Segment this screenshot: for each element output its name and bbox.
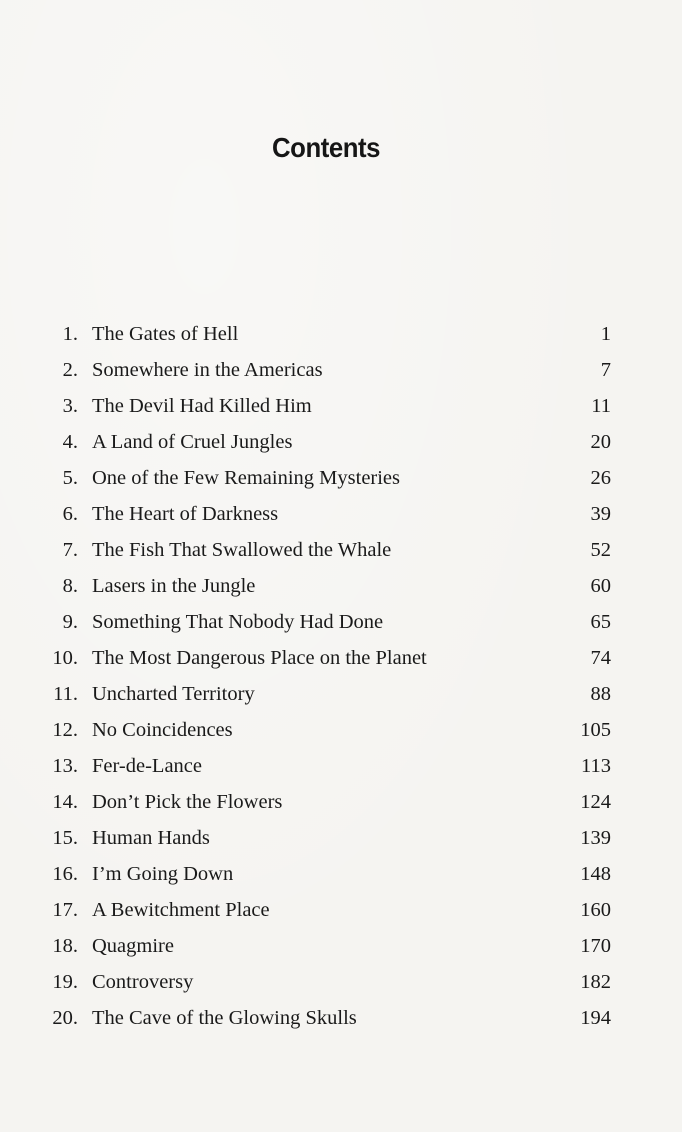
- toc-entry: [0, 784, 682, 820]
- toc-entry: [0, 928, 682, 964]
- chapter-title: One of the Few Remaining Mysteries: [92, 467, 401, 489]
- page-number: 26: [590, 467, 611, 489]
- page-number: 65: [590, 611, 611, 633]
- chapter-number: 10.: [52, 647, 78, 669]
- chapter-title: The Devil Had Killed Him: [92, 395, 312, 417]
- page-number: 160: [580, 899, 611, 921]
- toc-entry: [0, 388, 682, 424]
- toc-entry: [0, 568, 682, 604]
- page-number: 88: [590, 683, 611, 705]
- chapter-number: 3.: [62, 395, 78, 417]
- chapter-title: Quagmire: [92, 935, 174, 957]
- chapter-title: The Heart of Darkness: [92, 503, 279, 525]
- chapter-title: A Bewitchment Place: [92, 899, 270, 921]
- chapter-number: 1.: [62, 323, 78, 345]
- chapter-title: Don’t Pick the Flowers: [92, 791, 283, 813]
- page-number: 1: [600, 323, 611, 345]
- chapter-title: Uncharted Territory: [92, 683, 255, 705]
- toc-entry: [0, 640, 682, 676]
- toc-entry: [0, 316, 682, 352]
- toc-entry: [0, 964, 682, 1000]
- chapter-number: 5.: [62, 467, 78, 489]
- chapter-number: 13.: [52, 755, 78, 777]
- chapter-title: Fer-de-Lance: [92, 755, 202, 777]
- chapter-title: No Coincidences: [92, 719, 233, 741]
- page-number: 60: [590, 575, 611, 597]
- chapter-title: Human Hands: [92, 827, 210, 849]
- chapter-number: 4.: [62, 431, 78, 453]
- toc-entry: [0, 892, 682, 928]
- page-number: 182: [580, 971, 611, 993]
- page-number: 148: [580, 863, 611, 885]
- page-number: 74: [590, 647, 611, 669]
- page-title: Contents: [272, 132, 380, 163]
- chapter-number: 2.: [62, 359, 78, 381]
- chapter-title: The Gates of Hell: [92, 323, 239, 345]
- page-number: 11: [591, 395, 611, 417]
- chapter-number: 14.: [52, 791, 78, 813]
- chapter-title: The Cave of the Glowing Skulls: [92, 1007, 357, 1029]
- toc-entry: [0, 820, 682, 856]
- page-number: 7: [600, 359, 611, 381]
- chapter-number: 19.: [52, 971, 78, 993]
- toc-entry: [0, 856, 682, 892]
- chapter-title: Lasers in the Jungle: [92, 575, 256, 597]
- page-number: 170: [580, 935, 611, 957]
- page-number: 113: [581, 755, 611, 777]
- chapter-number: 12.: [52, 719, 78, 741]
- toc-entry: [0, 712, 682, 748]
- chapter-number: 11.: [53, 683, 78, 705]
- chapter-title: The Most Dangerous Place on the Planet: [92, 647, 427, 669]
- table-of-contents: [0, 316, 682, 1036]
- chapter-number: 8.: [62, 575, 78, 597]
- chapter-number: 17.: [52, 899, 78, 921]
- page-number: 105: [580, 719, 611, 741]
- page-number: 194: [580, 1007, 611, 1029]
- toc-entry: [0, 604, 682, 640]
- toc-entry: [0, 424, 682, 460]
- page-number: 139: [580, 827, 611, 849]
- chapter-number: 20.: [52, 1007, 78, 1029]
- toc-entry: [0, 352, 682, 388]
- toc-entry: [0, 496, 682, 532]
- chapter-title: A Land of Cruel Jungles: [92, 431, 293, 453]
- chapter-title: Somewhere in the Americas: [92, 359, 323, 381]
- page-number: 20: [590, 431, 611, 453]
- chapter-number: 7.: [62, 539, 78, 561]
- chapter-number: 6.: [62, 503, 78, 525]
- chapter-number: 16.: [52, 863, 78, 885]
- toc-entry: [0, 1000, 682, 1036]
- chapter-number: 18.: [52, 935, 78, 957]
- toc-entry: [0, 748, 682, 784]
- chapter-title: The Fish That Swallowed the Whale: [92, 539, 392, 561]
- toc-entry: [0, 460, 682, 496]
- chapter-title: Controversy: [92, 971, 194, 993]
- page-number: 52: [590, 539, 611, 561]
- page-number: 124: [580, 791, 611, 813]
- toc-entry: [0, 676, 682, 712]
- page-number: 39: [590, 503, 611, 525]
- chapter-number: 15.: [52, 827, 78, 849]
- chapter-number: 9.: [62, 611, 78, 633]
- chapter-title: Something That Nobody Had Done: [92, 611, 384, 633]
- chapter-title: I’m Going Down: [92, 863, 234, 885]
- toc-entry: [0, 532, 682, 568]
